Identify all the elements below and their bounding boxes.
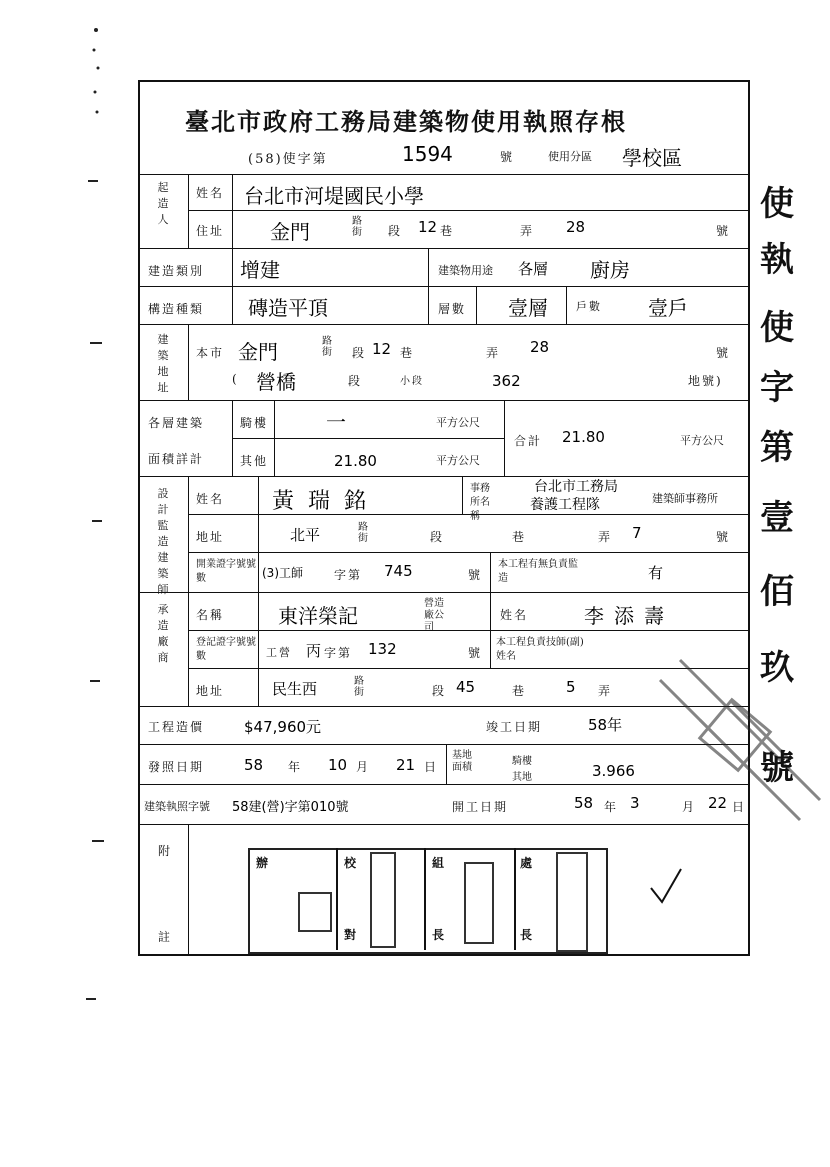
- site-duan: 段: [352, 346, 367, 360]
- contractor-road-label: 路街: [354, 676, 364, 698]
- seal-stamp: [556, 852, 588, 952]
- area-label-2: 面積詳計: [148, 452, 205, 466]
- rule: [138, 174, 750, 175]
- applicant-road: 金門: [270, 220, 310, 244]
- office-value-1: 台北市工務局: [534, 479, 618, 495]
- rule: [490, 592, 491, 668]
- rule: [258, 476, 259, 592]
- total-unit: 平方公尺: [680, 434, 724, 447]
- architect-section-label: 設計監造建築師: [157, 487, 169, 596]
- margin-char: 執: [760, 240, 794, 280]
- reg-mid: 字第: [324, 646, 353, 660]
- stamp-divider: [336, 848, 338, 950]
- site-road-label: 路街: [322, 336, 332, 358]
- rule: [138, 400, 750, 401]
- households-value: 壹戶: [648, 296, 688, 320]
- build-type-value: 增建: [240, 258, 280, 282]
- site-hao: 號: [716, 346, 731, 360]
- zone-label: 使用分區: [548, 150, 592, 163]
- city-label: 本市: [196, 346, 225, 360]
- rule: [232, 438, 504, 439]
- permit-number: 1594: [402, 142, 453, 166]
- architect-hao: 號: [716, 530, 731, 544]
- architect-name: 黃瑞銘: [272, 489, 381, 514]
- total-label: 合計: [514, 434, 543, 448]
- person-label: 姓名: [500, 608, 529, 622]
- rule: [188, 210, 750, 211]
- contractor-lane-label: 巷: [512, 684, 527, 698]
- floors-value: 壹層: [508, 296, 548, 320]
- duan-label: 段: [388, 224, 403, 238]
- structure-label: 構造種類: [148, 302, 205, 316]
- rule: [188, 824, 189, 956]
- office-value-2: 養護工程隊: [530, 497, 600, 513]
- stamp-col-2b: 對: [344, 928, 359, 942]
- contractor-nong-value: 5: [566, 678, 576, 696]
- usage-value: 廚房: [590, 258, 630, 282]
- seal-stamp: [370, 852, 396, 948]
- rule: [232, 248, 233, 324]
- area-label-1: 各層建築: [148, 416, 205, 430]
- rule: [138, 592, 750, 593]
- issue-label: 發照日期: [148, 760, 205, 774]
- reg-char: 丙: [306, 642, 322, 660]
- stamp-col-4a: 處: [520, 856, 535, 870]
- contractor-nong: 弄: [598, 684, 613, 698]
- form-title: 臺北市政府工務局建築物使用執照存根: [185, 107, 627, 136]
- reg-label: 登記證字號號數: [196, 637, 256, 662]
- cert-hao: 號: [468, 568, 483, 582]
- lot-duan: 段: [348, 374, 363, 388]
- rule: [188, 174, 189, 248]
- architect-xiang: 巷: [512, 530, 527, 544]
- site-area-label: 基地面積: [452, 750, 472, 773]
- rule: [188, 324, 189, 400]
- start-month: 3: [630, 794, 640, 812]
- stamp-divider: [514, 848, 516, 950]
- build-type-label: 建造類別: [148, 264, 205, 278]
- permit-value: 58建(營)字第010號: [232, 800, 349, 815]
- cert-prefix: (3)工師: [262, 566, 303, 580]
- margin-char: 號: [760, 748, 794, 788]
- stamp-col-1: 辦: [256, 856, 271, 870]
- open-paren: (: [232, 372, 239, 386]
- stamp-col-4b: 長: [520, 928, 535, 942]
- applicant-section-label: 起造人: [157, 181, 169, 226]
- notes-label-bottom: 註: [158, 930, 173, 944]
- issue-month: 10: [328, 756, 348, 774]
- lot-number: 362: [492, 372, 521, 390]
- hao-label: 號: [500, 150, 515, 164]
- cert-number: 745: [384, 562, 413, 580]
- lot-label: 地號): [688, 374, 723, 388]
- rule: [428, 286, 429, 324]
- start-day: 22: [708, 794, 728, 812]
- cost-value: $47,960元: [244, 718, 322, 736]
- rule: [462, 476, 463, 514]
- rule: [258, 592, 259, 706]
- site-lane: 12: [372, 340, 392, 358]
- rule: [138, 476, 750, 477]
- contractor-duan: 段: [432, 684, 447, 698]
- issue-ri: 日: [424, 760, 439, 774]
- contractor-name-label: 名稱: [196, 608, 225, 622]
- road-label: 路街: [352, 216, 362, 238]
- rule: [188, 476, 189, 592]
- issue-other-label: 其地: [512, 772, 532, 783]
- start-year: 58: [574, 794, 594, 812]
- site-section-label: 建築地址: [157, 333, 169, 394]
- usage-prefix: 各層: [518, 260, 549, 278]
- issue-yue: 月: [356, 760, 371, 774]
- architect-address: 北平: [290, 526, 321, 544]
- zone-value: 學校區: [622, 146, 682, 170]
- stamp-col-3b: 長: [432, 928, 447, 942]
- rule: [188, 592, 189, 706]
- responsible-label: 本工程有無負責監造: [498, 559, 578, 584]
- rule: [232, 400, 233, 476]
- rule: [566, 286, 567, 324]
- margin-char: 使: [760, 184, 794, 224]
- start-nian: 年: [604, 800, 619, 814]
- rule: [274, 400, 275, 476]
- lot-name: 營橋: [256, 370, 296, 394]
- site-lane-label: 巷: [400, 346, 415, 360]
- address-label: 住址: [196, 224, 225, 238]
- architect-nong: 弄: [598, 530, 613, 544]
- margin-char: 使: [760, 308, 794, 348]
- name-label: 姓名: [196, 186, 225, 200]
- total-value: 21.80: [562, 428, 605, 446]
- contractor-lane: 45: [456, 678, 476, 696]
- nong-label: 弄: [520, 224, 535, 238]
- rule: [138, 324, 750, 325]
- arcade-value: 一: [326, 410, 346, 434]
- hao-label: 號: [716, 224, 731, 238]
- done-value: 58年: [588, 716, 623, 734]
- start-ri: 日: [732, 800, 747, 814]
- site-number: 28: [530, 338, 550, 356]
- applicant-lane: 12: [418, 218, 438, 236]
- cert-mid: 字第: [334, 568, 363, 582]
- floors-label: 層數: [438, 302, 467, 316]
- company-type: 營造廠公司: [424, 598, 444, 633]
- scan-specks: [80, 20, 110, 1020]
- arcade-unit: 平方公尺: [436, 416, 480, 429]
- site-nong: 弄: [486, 346, 501, 360]
- issue-arcade-label: 騎樓: [512, 756, 532, 767]
- rule: [138, 286, 750, 287]
- architect-road-label: 路街: [358, 522, 368, 544]
- reg-prefix: 工營: [266, 646, 292, 659]
- other-value: 21.80: [334, 452, 377, 470]
- cert-label: 開業證字號號數: [196, 559, 256, 584]
- margin-char: 玖: [760, 648, 794, 688]
- notes-label-top: 附: [158, 844, 173, 858]
- rule: [428, 248, 429, 286]
- rule: [188, 552, 750, 553]
- lane-label: 巷: [440, 224, 455, 238]
- contractor-section-label: 承造廠商: [157, 603, 169, 664]
- rule: [446, 744, 447, 784]
- issue-day: 21: [396, 756, 416, 774]
- issue-year: 58: [244, 756, 264, 774]
- applicant-number: 28: [566, 218, 586, 236]
- start-label: 開工日期: [452, 800, 509, 814]
- other-unit: 平方公尺: [436, 454, 480, 467]
- site-area-value: 3.966: [592, 762, 635, 780]
- permit-label: 建築執照字號: [144, 800, 210, 813]
- start-yue: 月: [682, 800, 697, 814]
- sub-duan: 小段: [400, 376, 424, 387]
- person-name: 李添壽: [584, 604, 674, 628]
- office-suffix: 建築師事務所: [652, 492, 718, 505]
- structure-value: 磚造平頂: [248, 296, 328, 320]
- permit-prefix: (58)使字第: [248, 152, 328, 167]
- rule: [138, 248, 750, 249]
- margin-char: 第: [760, 428, 794, 468]
- rule: [476, 286, 477, 324]
- rule: [490, 552, 491, 592]
- approval-seal-overlay: [640, 600, 830, 860]
- stamp-col-3a: 組: [432, 856, 447, 870]
- issue-nian: 年: [288, 760, 303, 774]
- seal-stamp: [298, 892, 332, 932]
- architect-name-label: 姓名: [196, 492, 225, 506]
- architect-address-label: 地址: [196, 530, 225, 544]
- architect-num: 7: [632, 524, 642, 542]
- other-label: 其他: [240, 454, 269, 468]
- rule: [504, 400, 505, 476]
- margin-char: 字: [760, 368, 794, 408]
- stamp-col-2a: 校: [344, 856, 359, 870]
- applicant-name: 台北市河堤國民小學: [244, 184, 424, 208]
- arcade-label: 騎樓: [240, 416, 269, 430]
- rule: [232, 174, 233, 248]
- usage-label: 建築物用途: [438, 264, 493, 277]
- check-mark-icon: [648, 866, 684, 906]
- contractor-address-label: 地址: [196, 684, 225, 698]
- architect-duan: 段: [430, 530, 445, 544]
- responsible-value: 有: [648, 564, 664, 582]
- stamp-divider: [424, 848, 426, 950]
- households-label: 戶數: [576, 300, 602, 313]
- site-road: 金門: [238, 340, 278, 364]
- seal-stamp: [464, 862, 494, 944]
- done-label: 竣工日期: [486, 720, 543, 734]
- margin-char: 佰: [760, 572, 794, 612]
- contractor-address: 民生西: [272, 680, 318, 698]
- tech-label: 本工程負責技師(副)姓名: [496, 637, 584, 662]
- reg-number: 132: [368, 640, 397, 658]
- cost-label: 工程造價: [148, 720, 205, 734]
- contractor-name: 東洋榮記: [278, 604, 358, 628]
- office-label: 事務所名稱: [470, 483, 490, 522]
- margin-char: 壹: [760, 498, 794, 538]
- reg-hao: 號: [468, 646, 483, 660]
